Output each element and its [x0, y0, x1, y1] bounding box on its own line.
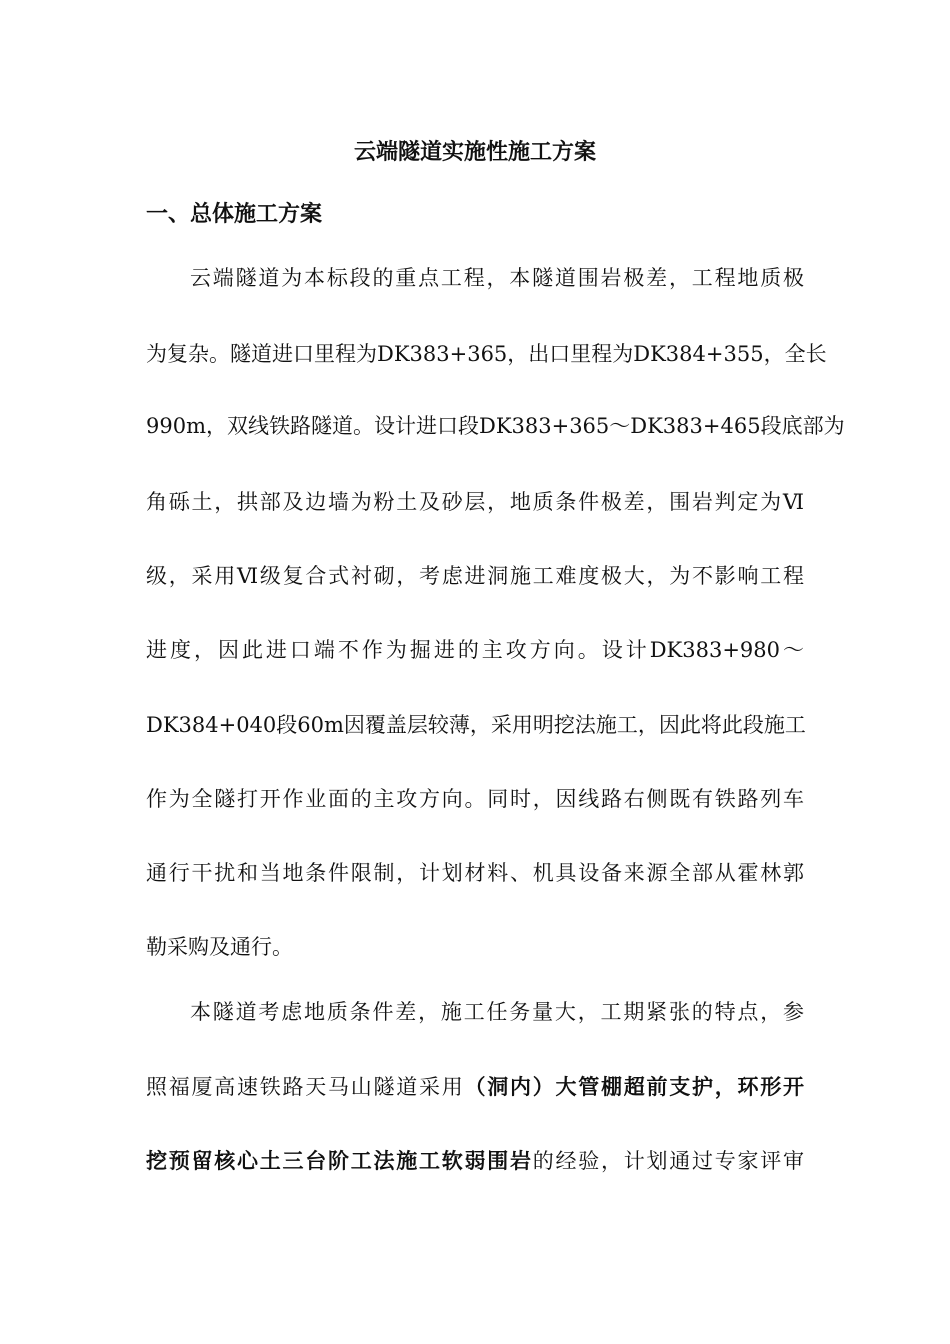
paragraph-line: 作为全隧打开作业面的主攻方向。同时，因线路右侧既有铁路列车 — [146, 787, 804, 811]
paragraph-line: 角砾土，拱部及边墙为粉土及砂层，地质条件极差，围岩判定为Ⅵ — [146, 490, 804, 514]
paragraph-line: DK384+040段60m因覆盖层较薄，采用明挖法施工，因此将此段施工 — [146, 713, 806, 737]
paragraph-line: 990m，双线铁路隧道。设计进口段DK383+365～DK383+465段底部为 — [146, 414, 845, 438]
paragraph-line: 进度，因此进口端不作为掘进的主攻方向。设计DK383+980～ — [146, 638, 804, 662]
paragraph-text: 照福厦高速铁路天马山隧道采用 — [146, 1075, 465, 1099]
paragraph-line: 级，采用Ⅵ级复合式衬砌，考虑进洞施工难度极大，为不影响工程 — [146, 564, 804, 588]
document-title: 云端隧道实施性施工方案 — [353, 139, 596, 165]
emphasized-text: （洞内）大管棚超前支护，环形开 — [464, 1074, 804, 1099]
paragraph-text: 的经验，计划通过专家评审 — [532, 1149, 804, 1173]
paragraph-line: 云端隧道为本标段的重点工程，本隧道围岩极差，工程地质极 — [190, 266, 804, 290]
paragraph-line: 通行干扰和当地条件限制，计划材料、机具设备来源全部从霍林郭 — [146, 861, 804, 885]
paragraph-line: 为复杂。隧道进口里程为DK383+365，出口里程为DK384+355，全长 — [146, 342, 827, 366]
emphasized-text: 挖预留核心土三台阶工法施工软弱围岩 — [146, 1148, 533, 1173]
paragraph-line: 勒采购及通行。 — [146, 935, 293, 959]
section-heading: 一、总体施工方案 — [146, 201, 323, 227]
paragraph-line: 本隧道考虑地质条件差，施工任务量大，工期紧张的特点，参 — [190, 1000, 804, 1024]
paragraph-line-mixed — [146, 1071, 804, 1103]
paragraph-line-mixed — [146, 1145, 804, 1177]
